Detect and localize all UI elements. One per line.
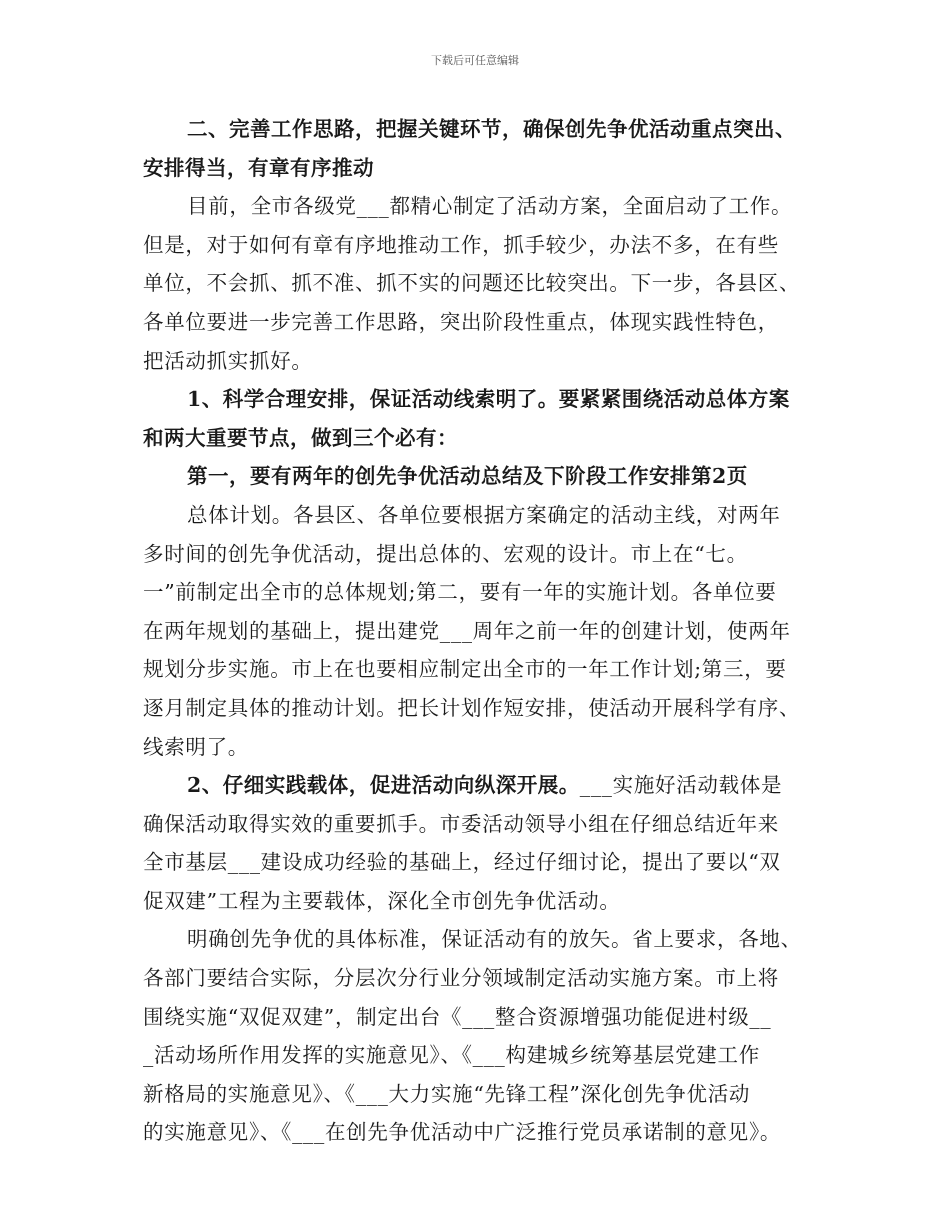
text-line xyxy=(143,689,827,728)
text-line xyxy=(143,882,827,921)
body-text: 单位，不会抓、抓不准、抓不实的问题还比较突出。下一步，各县区、 xyxy=(143,271,801,296)
bold-text: 1、科学合理安排，保证活动线索明了。要紧紧围绕活动总体方案 xyxy=(187,387,790,412)
body-text: ___实施好活动载体是 xyxy=(579,773,783,798)
text-line xyxy=(143,457,827,496)
text-line xyxy=(143,805,827,844)
text-line xyxy=(143,1075,827,1114)
text-line xyxy=(143,149,827,188)
text-line xyxy=(143,843,827,882)
text-line xyxy=(143,1113,827,1152)
body-text: 各单位要进一步完善工作思路，突出阶段性重点，体现实践性特色， xyxy=(143,309,779,334)
document-body xyxy=(143,110,827,1152)
body-text: 的实施意见》、《___在创先争优活动中广泛推行党员承诺制的意见》。 xyxy=(143,1120,782,1145)
text-line xyxy=(143,110,827,149)
text-line xyxy=(143,728,827,767)
text-line xyxy=(143,380,827,419)
text-line xyxy=(143,342,827,381)
text-line xyxy=(143,959,827,998)
body-text: _活动场所作用发挥的实施意见》、《___构建城乡统筹基层党建工作 xyxy=(143,1043,760,1068)
text-line xyxy=(143,1036,827,1075)
body-text: 总体计划。各县区、各单位要根据方案确定的活动主线，对两年 xyxy=(187,502,781,527)
text-line xyxy=(143,264,827,303)
body-text: 一”前制定出全市的总体规划;第二，要有一年的实施计划。各单位要 xyxy=(143,580,777,605)
bold-text: 二、完善工作思路，把握关键环节，确保创先争优活动重点突出、 xyxy=(187,117,796,141)
text-line xyxy=(143,612,827,651)
bold-text: 安排得当，有章有序推动 xyxy=(143,155,374,180)
text-line xyxy=(143,226,827,265)
text-line xyxy=(143,535,827,574)
body-text: 把活动抓实抓好。 xyxy=(143,348,313,373)
text-line xyxy=(143,187,827,226)
text-line xyxy=(143,419,827,458)
body-text: 目前，全市各级党___都精心制定了活动方案，全面启动了工作。 xyxy=(187,194,793,219)
text-line xyxy=(143,303,827,342)
body-text: 在两年规划的基础上，提出建党___周年之前一年的创建计划，使两年 xyxy=(143,618,791,643)
bold-text: 第一，要有两年的创先争优活动总结及下阶段工作安排第2页 xyxy=(187,464,748,489)
body-text: 线索明了。 xyxy=(143,734,249,759)
body-text: 逐月制定具体的推动计划。把长计划作短安排，使活动开展科学有序、 xyxy=(143,695,801,720)
text-line xyxy=(143,920,827,959)
text-line xyxy=(143,496,827,535)
text-line xyxy=(143,650,827,689)
body-text: 但是，对于如何有章有序地推动工作，抓手较少，办法不多，在有些 xyxy=(143,232,779,257)
text-line xyxy=(143,998,827,1037)
body-text: 促双建”工程为主要载体，深化全市创先争优活动。 xyxy=(143,888,621,913)
text-line xyxy=(143,766,827,805)
body-text: 明确创先争优的具体标准，保证活动有的放矢。省上要求，各地、 xyxy=(187,927,802,952)
page-header: 下载后可任意编辑 xyxy=(431,54,519,67)
body-text: 各部门要结合实际，分层次分行业分领域制定活动实施方案。市上将 xyxy=(143,966,779,991)
body-text: 新格局的实施意见》、《___大力实施“先锋工程”深化创先争优活动 xyxy=(143,1081,751,1106)
bold-text: 2、仔细实践载体，促进活动向纵深开展。 xyxy=(187,773,580,798)
text-line xyxy=(143,573,827,612)
body-text: 规划分步实施。市上在也要相应制定出全市的一年工作计划;第三，要 xyxy=(143,657,787,682)
bold-text: 和两大重要节点，做到三个必有： xyxy=(143,425,458,450)
body-text: 确保活动取得实效的重要抓手。市委活动领导小组在仔细总结近年来 xyxy=(143,811,779,836)
body-text: 多时间的创先争优活动，提出总体的、宏观的设计。市上在“七。 xyxy=(143,541,748,566)
body-text: 全市基层___建设成功经验的基础上，经过仔细讨论，提出了要以“双 xyxy=(143,850,781,875)
body-text: 围绕实施“双促双建”，制定出台《___整合资源增强功能促进村级__ xyxy=(143,1004,772,1029)
